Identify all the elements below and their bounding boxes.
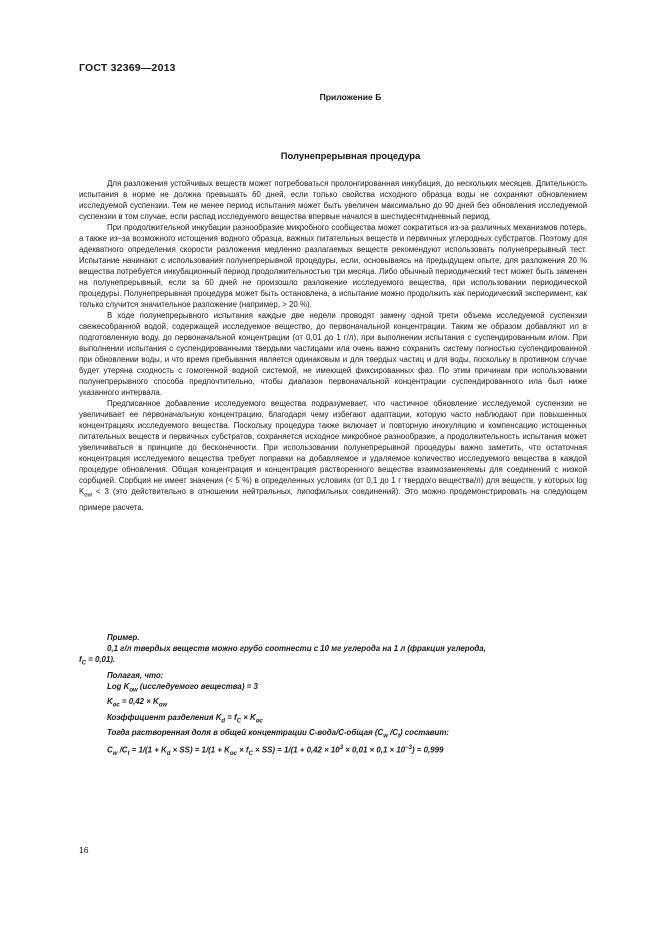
paragraph-4 — [79, 398, 587, 513]
paragraph-1: Для разложения устойчивых веществ может потребоваться пролонгированная инкубация, до нескольких месяцев. Длительность испытания в норме не должна превышать 60 дней, если только свойства исходного образца воды не сохраняют обновлением исследуемой суспензии. Тем не менее период испытания может быть увеличен максимально до 90 дней без обновления исследуемой суспензии в том случае, если распад исследуемого вещества впервые начался в шестидесятидневный период. — [79, 179, 587, 221]
example-line-solids: 0,1 г/л твердых веществ можно грубо соотнести с 10 мг углерода на 1 л (фракция углерода, — [107, 644, 486, 653]
page-number: 16 — [79, 845, 89, 855]
example-line-fraction-result: Тогда растворенная доля в общей концентрации C-вода/C-общая ($C_w$ $/C_t$) составит: — [107, 728, 450, 740]
paragraph-4-text: Предписанное добавление исследуемого вещества подразумевает, что частичное обновление исследуемой суспензии не увеличивает ее первоначальную концентрацию, благодаря чему избегают адаптации, которую часто наблюдают при повышенных концентрациях исследуемого вещества. Поскольку процедура также включает и повторную инокуляцию и компенсацию истощенных питательных веществ и первичных субстратов, сохраняется исходное микробное разнообразие, а продолжительность испытания может увеличиваться в принципе до бесконечности. При использовании полунепрерывной процедуры важно заметить, что остаточная концентрация исследуемого вещества требует поправки на добавляемое и удаляемое количество исследуемого вещества в каждой процедуре обновления. Общая концентрация и концентрация растворенного вещества взаимозаменяемы для соединений с низкой сорбцией. Сорбция не имеет значения (< 5 %) в определенных условиях (от 0,1 до 1 г твердого вещества/л) для веществ, у которых log K — [79, 399, 587, 496]
example-line-kd: Коэффициент разделения $K_d = f_C \times K_{oc}$ — [107, 712, 263, 725]
calculation-example — [79, 632, 587, 760]
appendix-label: Приложение Б — [319, 92, 382, 102]
paragraph-4-tail: < 3 (это действительно в отношении нейтральных, липофильных соединений). Это можно продемонстрировать на следующем примере расчета. — [79, 487, 587, 512]
example-line-assuming: Полагая, что: — [107, 670, 164, 680]
example-line-koc: $K_{oc} = 0,42 \times K_{ow}$ — [107, 697, 168, 709]
paragraph-3: В ходе полунепрерывного испытания каждые две недели проводят замену одной трети объема исследуемой суспензии свежесобранной водой, содержащей исследуемое вещество, до первоначальной концентрации. Таким же образом добавляют ил в подготовленную воду, до первоначальной концентрации (от 0,01 до 1 г/л), при выполнении испытания с суспендированным илом. При выполнении испытания с суспендированными твердыми частицами ила очень важно сохранить систему полностью суспендированной при обновлении воды, и что время пребывания является одинаковым и для твердых частиц и для воды, поскольку в противном случае будет утеряна сходность с гомогенной водной системой, не имеющей фиксированных фаз. По этим причинам при использовании полунепрерывного способа предпочтительно, чтобы диапазон первоначальной концентрации суспендированного ила был ниже указанного интервала. — [79, 311, 587, 397]
kow-subscript: ow — [84, 492, 92, 499]
example-line-logkow: Log $K_{ow}$ (исследуемого вещества) = 3 — [107, 681, 258, 694]
section-title: Полунепрерывная процедура — [280, 150, 421, 161]
body-text — [79, 178, 587, 513]
example-line-formula: $C_w$ $/C_t = 1/(1 + K_d \times SS) = 1/(1 + K_{oc} \times f_C \times SS) = 1/(1 + 0,42 \times 10^3 \times 0,01 \times 0,1 \times 10^{-3}) = 0,999$ — [107, 744, 444, 758]
example-line-fraction: $f_C = 0,01$). — [79, 655, 116, 667]
standard-header: ГОСТ 32369—2013 — [79, 62, 176, 74]
example-heading: Пример. — [107, 633, 140, 642]
paragraph-2: При продолжительной инкубации разнообразие микробного сообщества может сократиться из-за различных механизмов потерь, а также из–за возможного истощения водного образца, важных питательных веществ и первичных углеродных субстратов. Поэтому для адекватного определения скорости разложения медленно разлагаемых веществ рекомендуют использовать полунепрерывный тест. Испытание начинают с использования полунепрерывной процедуры, если, основываясь на предыдущем опыте, для разложения 20 % вещества потребуется инкубационный период продолжительностью три месяца. Либо обычный периодический тест может быть заменен на полунепрерывный, если за 60 дней не произошло разложение исследуемого вещества, при использовании периодической процедуры. Полунепрерывная процедура может быть остановлена, а испытание можно продолжить как периодический эксперимент, как только случится значительное разложение (например, > 20 %). — [79, 223, 587, 309]
